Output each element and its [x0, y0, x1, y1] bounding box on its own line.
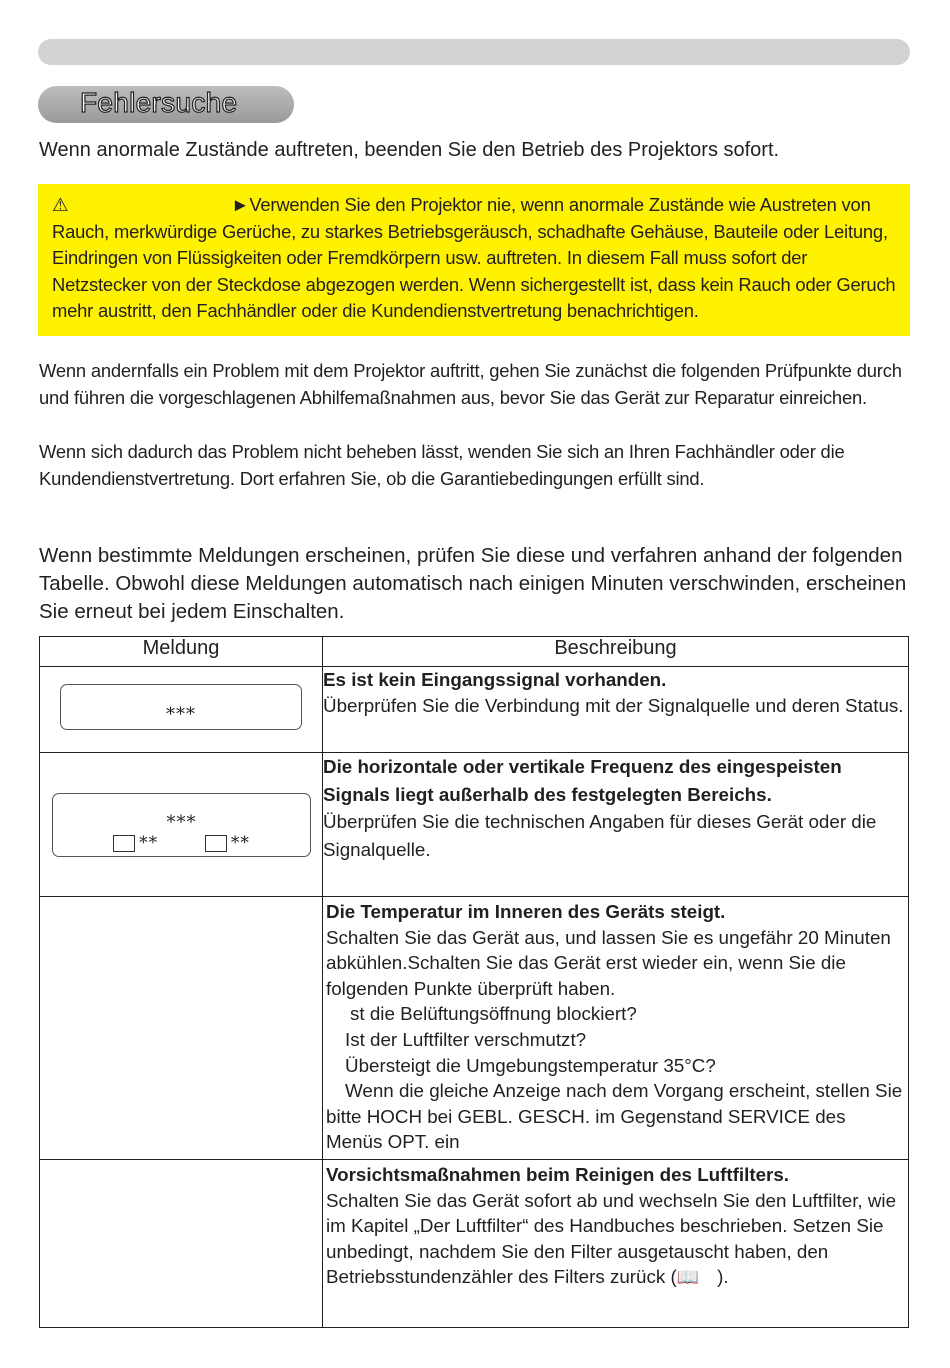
osd-frequency-line — [53, 833, 310, 853]
header-bar — [38, 39, 910, 65]
paragraph-service: Wenn sich dadurch das Problem nicht beheben lässt, wenden Sie sich an Ihren Fachhändler oder die Kundendienstvertretung. Dort erfahren Sie, ob die Garantiebedingungen erfüllt sind. — [39, 441, 845, 489]
osd-h-value: ** — [139, 833, 159, 853]
section-title-pill — [38, 86, 294, 123]
check-item: st die Belüftungsöffnung blockiert? — [350, 1003, 637, 1025]
description-body: Überprüfen Sie die technischen Angaben für dieses Gerät oder die Signalquelle. — [323, 811, 877, 860]
description-heading: Die Temperatur im Inneren des Geräts steigt. — [326, 901, 726, 922]
description-cell — [323, 1159, 909, 1327]
description-cell — [323, 897, 909, 1160]
warning-arrow-icon: ► — [231, 194, 250, 215]
table-row — [40, 753, 909, 897]
description-cell — [323, 667, 909, 753]
osd-message-box — [60, 684, 302, 730]
warning-text-block — [52, 192, 900, 325]
checkbox-icon — [205, 835, 227, 852]
check-item: Ist der Luftfilter verschmutzt? — [345, 1028, 587, 1050]
paragraph-checks: Wenn andernfalls ein Problem mit dem Projektor auftritt, gehen Sie zunächst die folgenden Prüfpunkte durch und führen die vorgeschlagenen Abhilfemaßnahmen aus, bevor Sie das Gerät zur Reparatur einreichen. — [39, 360, 902, 408]
column-header-message: Meldung — [40, 637, 323, 667]
description-tail: Wenn die gleiche Anzeige nach dem Vorgang erscheint, stellen Sie bitte HOCH bei GEBL. GESCH. im Gegenstand SERVICE des Menüs OPT. ein — [326, 1080, 903, 1153]
osd-message-text: *** — [166, 812, 197, 833]
osd-v-value: ** — [230, 833, 250, 853]
message-table — [39, 636, 909, 1328]
description-body: Überprüfen Sie die Verbindung mit der Signalquelle und deren Status. — [323, 694, 904, 716]
message-cell — [40, 1159, 323, 1327]
page-title: Fehlersuche — [80, 87, 238, 118]
table-row — [40, 667, 909, 753]
message-lead-text: Wenn bestimmte Meldungen erscheinen, prüfen Sie diese und verfahren anhand der folgenden Tabelle. Obwohl diese Meldungen automatisch nach einigen Minuten verschwinden, erscheinen Sie erneut bei jedem Einschalten. — [39, 544, 907, 623]
message-cell — [40, 667, 323, 753]
description-cell — [323, 753, 909, 897]
checkbox-icon — [113, 835, 135, 852]
warning-text: Verwenden Sie den Projektor nie, wenn anormale Zustände wie Austreten von Rauch, merkwürdige Gerüche, zu starkes Betriebsgeräusch, schadhafte Gehäuse, Bauteile oder Leitung, Eindringen von Flüssigkeiten oder Fremdkörpern usw. auftreten. In diesem Fall muss sofort der Netzstecker von der Steckdose abgezogen werden. Wenn sichergestellt ist, dass kein Rauch oder Geruch mehr austritt, den Fachhändler oder die Kundendienstvertretung benachrichtigen. — [52, 194, 896, 321]
intro-text: Wenn anormale Zustände auftreten, beenden Sie den Betrieb des Projektors sofort. — [39, 139, 780, 161]
message-cell — [40, 753, 323, 897]
osd-message-box — [52, 793, 311, 857]
message-cell — [40, 897, 323, 1160]
description-heading: Vorsichtsmaßnahmen beim Reinigen des Luftfilters. — [326, 1163, 790, 1185]
description-heading: Die horizontale oder vertikale Frequenz des eingespeisten Signals liegt außerhalb des festgelegten Bereichs. — [323, 756, 842, 805]
table-row — [40, 897, 909, 1160]
description-heading: Es ist kein Eingangssignal vorhanden. — [323, 669, 667, 690]
description-body: Schalten Sie das Gerät aus, und lassen Sie es ungefähr 20 Minuten abkühlen.Schalten Sie das Gerät erst wieder ein, wenn Sie die folgenden Punkte überprüft haben. — [326, 926, 891, 999]
check-item: Übersteigt die Umgebungstemperatur 35°C? — [345, 1054, 716, 1076]
osd-message-text: *** — [166, 704, 196, 725]
warning-box — [38, 184, 910, 336]
book-icon[interactable]: 📖 — [676, 1267, 700, 1288]
table-row — [40, 1159, 909, 1327]
column-header-description: Beschreibung — [323, 637, 909, 667]
warning-triangle-icon: ⚠ — [52, 194, 69, 215]
description-body-end: ). — [717, 1266, 729, 1288]
description-body: Schalten Sie das Gerät sofort ab und wechseln Sie den Luftfilter, wie im Kapitel „Der Luftfilter“ des Handbuches beschrieben. Setzen Sie unbedingt, nachdem Sie den Filter ausgetauscht haben, den Betriebsstundenzähler des Filters zurück ( — [326, 1189, 897, 1288]
